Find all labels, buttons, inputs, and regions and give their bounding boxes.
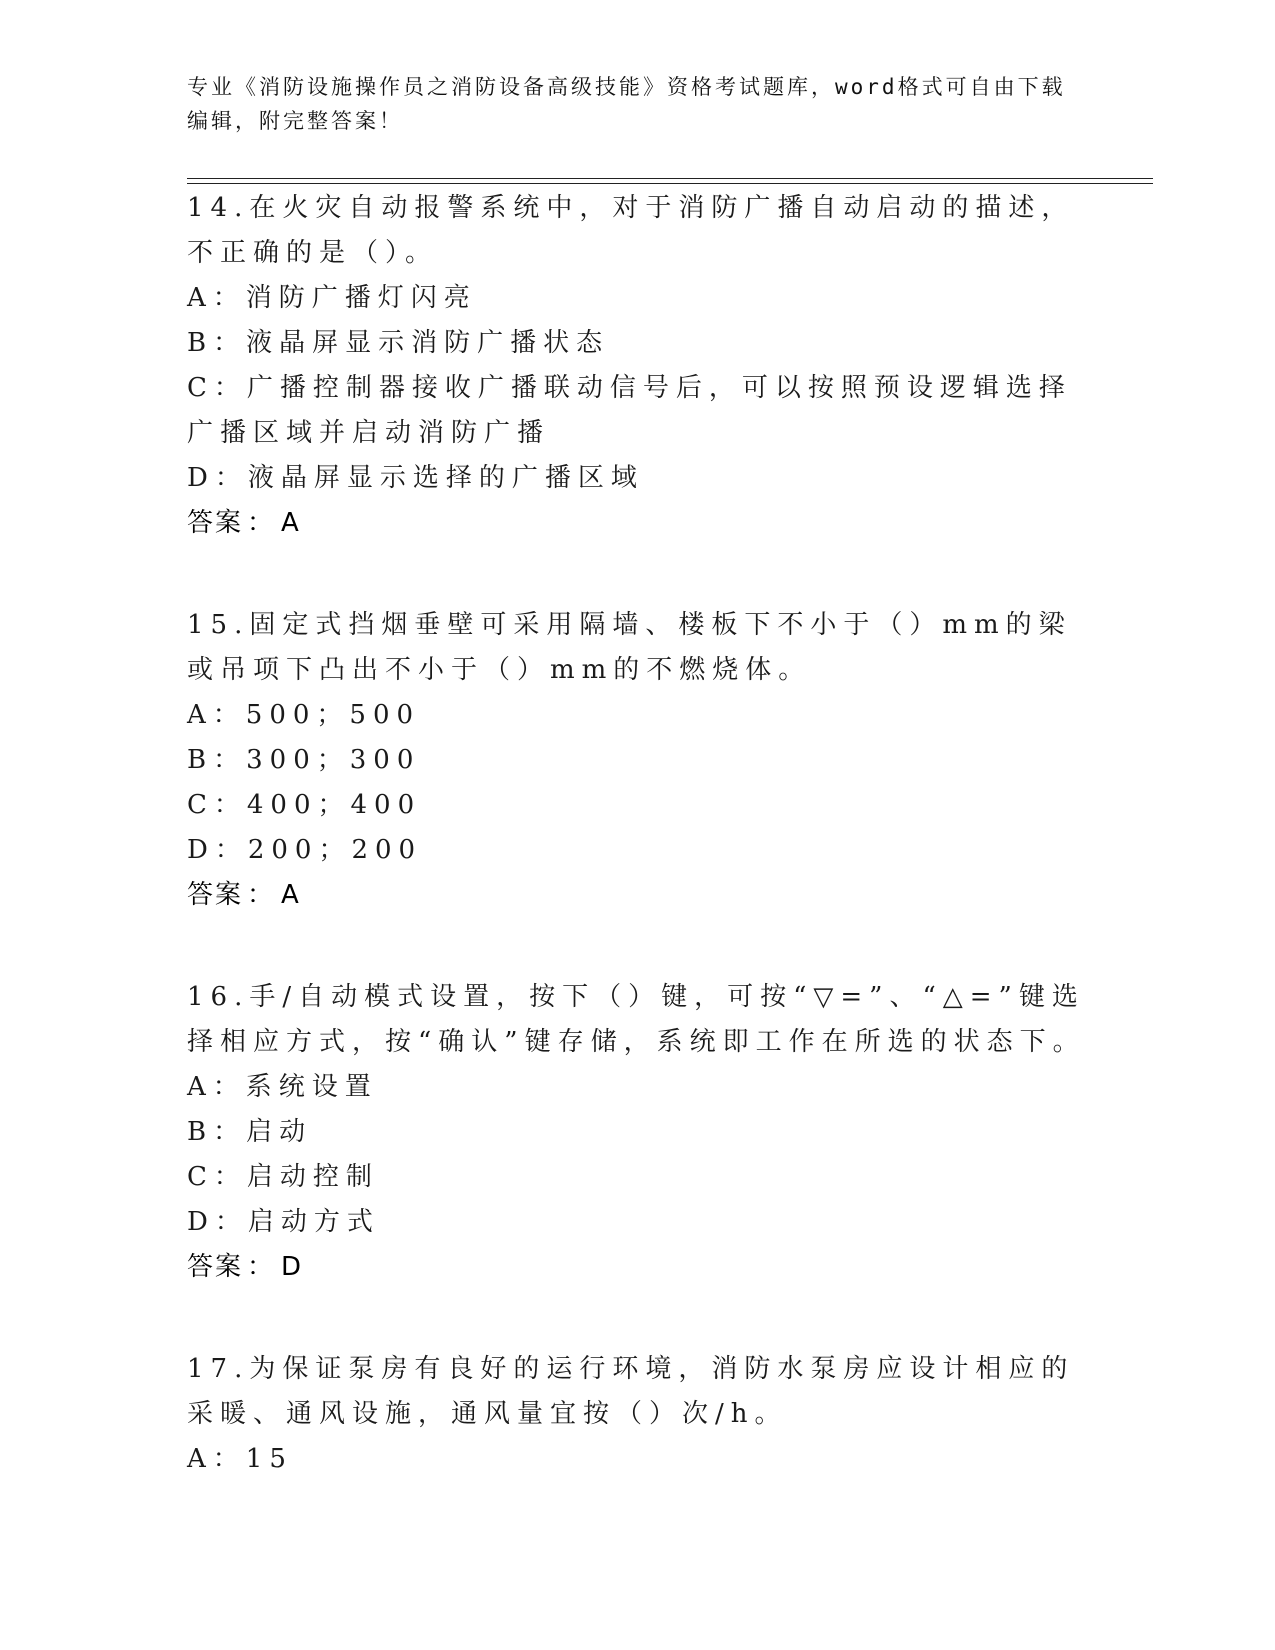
option-b: B：300；300 — [187, 745, 421, 775]
answer-line — [187, 501, 1087, 546]
answer-value: A — [281, 880, 301, 910]
option-a: A：消防广播灯闪亮 — [187, 283, 477, 313]
header-rule-top — [187, 178, 1153, 179]
option-c: C：广播控制器接收广播联动信号后，可以按照预设逻辑选择广播区域并启动消防广播 — [187, 373, 1072, 448]
option-b: B：启动 — [187, 1117, 313, 1147]
answer-label: 答案 — [187, 508, 244, 538]
option-c: C：400；400 — [187, 790, 422, 820]
option-a: A：系统设置 — [187, 1072, 378, 1102]
header-rule-bottom — [187, 183, 1153, 184]
question-stem: 17.为保证泵房有良好的运行环境，消防水泵房应设计相应的采暖、通风设施，通风量宜按（）次/h。 — [187, 1354, 1075, 1429]
option-a: A：15 — [187, 1444, 293, 1474]
answer-label: 答案 — [187, 1252, 244, 1282]
answer-label: 答案 — [187, 880, 244, 910]
option-d: D：液晶屏显示选择的广播区域 — [187, 463, 644, 493]
answer-line — [187, 873, 1087, 918]
option-d: D：启动方式 — [187, 1207, 380, 1237]
answer-value: D — [281, 1252, 304, 1282]
question-list — [187, 186, 1087, 1539]
answer-value: A — [281, 508, 301, 538]
question-stem: 15.固定式挡烟垂壁可采用隔墙、楼板下不小于（）mm的梁或吊项下凸出不小于（）mm的不燃烧体。 — [187, 610, 1072, 685]
question-stem: 14.在火灾自动报警系统中，对于消防广播自动启动的描述，不正确的是（）。 — [187, 193, 1075, 268]
option-d: D：200；200 — [187, 835, 423, 865]
option-b: B：液晶屏显示消防广播状态 — [187, 328, 610, 358]
option-a: A：500；500 — [187, 700, 421, 730]
question-16 — [187, 975, 1087, 1290]
answer-separator: ： — [247, 1252, 276, 1282]
question-stem: 16.手/自动模式设置，按下（）键，可按“▽=”、“△=”键选择相应方式，按“确认”键存储，系统即工作在所选的状态下。 — [187, 982, 1086, 1057]
answer-separator: ： — [247, 880, 276, 910]
document-header: 专业《消防设施操作员之消防设备高级技能》资格考试题库，word格式可自由下载编辑，附完整答案！ — [187, 75, 1066, 133]
question-14 — [187, 186, 1087, 546]
question-17 — [187, 1347, 1087, 1482]
answer-separator: ： — [247, 508, 276, 538]
question-15 — [187, 603, 1087, 918]
option-c: C：启动控制 — [187, 1162, 379, 1192]
answer-line — [187, 1245, 1087, 1290]
